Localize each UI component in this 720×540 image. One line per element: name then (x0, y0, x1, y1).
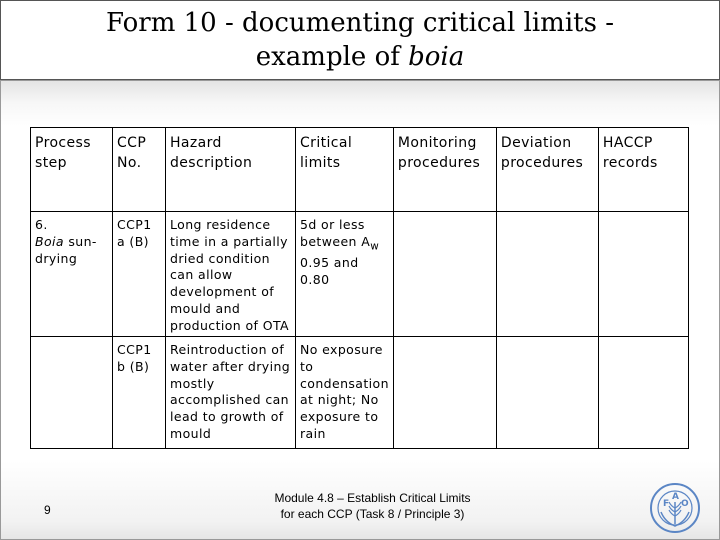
module-footer-line-2: for each CCP (Task 8 / Principle 3) (280, 507, 465, 521)
process-rest: sun-drying (35, 233, 97, 266)
module-footer-line-1: Module 4.8 – Establish Critical Limits (274, 491, 471, 505)
header-hazard-description: Hazard description (166, 128, 296, 212)
cell-ccp-no: CCP1 a (B) (113, 212, 166, 337)
title-line-1: Form 10 - documenting critical limits - (106, 8, 614, 38)
header-haccp-records: HACCP records (598, 128, 688, 212)
cell-deviation-procedures (496, 337, 598, 449)
logo-letter-o: O (681, 499, 689, 509)
cell-monitoring-procedures (393, 212, 496, 337)
logo-letter-a: A (672, 492, 679, 502)
page-number: 9 (44, 503, 51, 517)
cell-ccp-no: CCP1 b (B) (113, 337, 166, 449)
cell-process-step (31, 337, 113, 449)
limits-post: 0.95 and 0.80 (300, 255, 359, 287)
header-process-step: Process step (31, 128, 113, 212)
cell-monitoring-procedures (393, 337, 496, 449)
cell-haccp-records (598, 337, 688, 449)
slide-title (0, 6, 720, 74)
module-footer (240, 490, 505, 522)
cell-process-step (31, 212, 113, 337)
process-italic: Boia (35, 233, 64, 249)
cell-deviation-procedures (496, 212, 598, 337)
cell-haccp-records (598, 212, 688, 337)
header-monitoring-procedures: Monitoring procedures (393, 128, 496, 212)
header-ccp-no: CCP No. (113, 128, 166, 212)
limits-sub: w (370, 240, 380, 253)
header-critical-limits: Critical limits (296, 128, 394, 212)
critical-limits-table (30, 127, 689, 449)
title-line-2-italic: boia (408, 42, 465, 72)
table-header-row (31, 128, 689, 212)
limits-pre: 5d or less between A (300, 217, 371, 249)
header-deviation-procedures: Deviation procedures (496, 128, 598, 212)
cell-critical-limits: No exposure to condensation at night; No exposure to rain (296, 337, 394, 449)
title-line-2-prefix: example of (255, 42, 409, 72)
cell-hazard-description: Reintroduction of water after drying mostly accomplished can lead to growth of mould (166, 337, 296, 449)
title-line-2 (0, 40, 720, 74)
table-row (31, 337, 689, 449)
cell-critical-limits (296, 212, 394, 337)
table-row (31, 212, 689, 337)
logo-letter-f: F (663, 499, 670, 509)
fao-logo-icon (649, 482, 701, 534)
process-number: 6. (35, 217, 48, 232)
cell-hazard-description: Long residence time in a partially dried condition can allow development of mould and production of OTA (166, 212, 296, 337)
